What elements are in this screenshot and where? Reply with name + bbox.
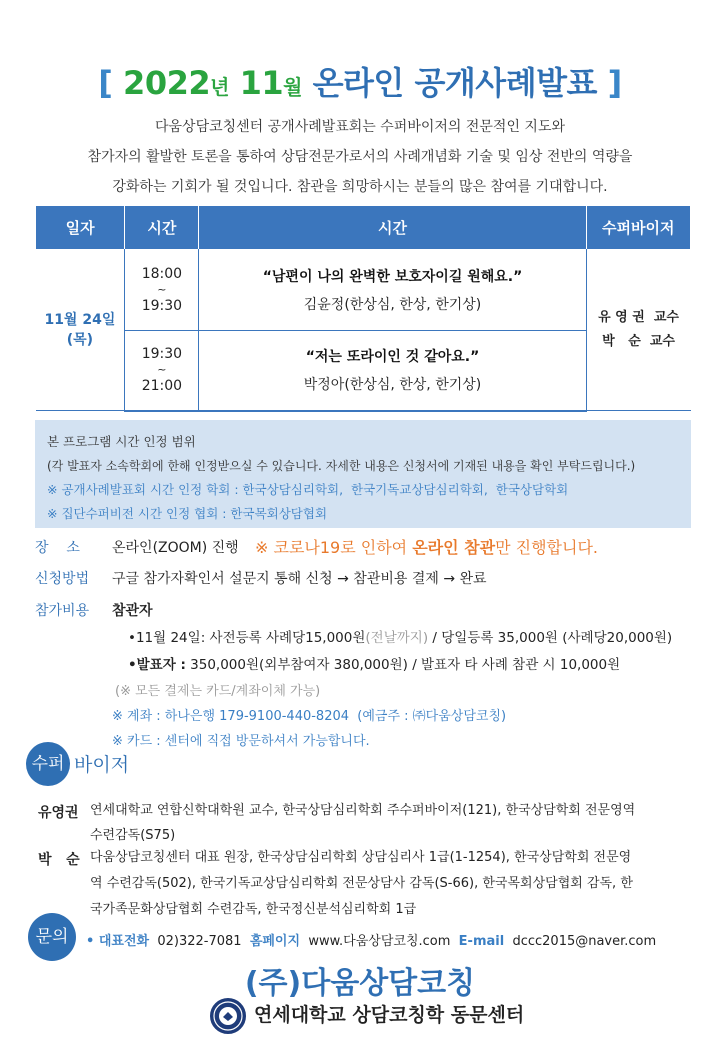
phone-label: • 대표전화 [86, 934, 150, 949]
supervisor-1: 유 영 권 교수 [598, 309, 679, 325]
title-month-unit: 월 [283, 75, 302, 99]
time-start: 18:00 [141, 265, 183, 282]
bank-account: ※ 계좌 : 하나은행 179-9100-440-8204 (예금주 : ㈜다움상담코칭) [112, 709, 507, 724]
table-row [36, 249, 691, 331]
homepage-label: 홈페이지 [249, 934, 301, 949]
intro-line-1: 다움상담코칭센터 공개사례발표회는 수퍼바이저의 전문적인 지도와 [155, 119, 565, 135]
supervisor-2-name: 박 순 [38, 852, 80, 868]
place-label: 장 소 [35, 540, 80, 556]
presenter-name: 김윤정(한상심, 한상, 한기상) [303, 296, 482, 313]
phone-number: 02)322-7081 [157, 934, 242, 949]
title-rest: 온라인 공개사례발표 [312, 64, 597, 102]
time-cell [125, 249, 199, 331]
supervisor-cell [586, 249, 690, 411]
supervisor-2: 박 순 교수 [602, 333, 675, 349]
alumni-center-name: 연세대학교 상담코칭학 동문센터 [254, 1004, 525, 1026]
time-cell [125, 331, 199, 411]
supervisor-2-bio-line-2: 역 수련감독(502), 한국기독교상담심리학회 전문상담사 감독(S-66), 한국목회상담협회 감독, 한 [90, 876, 633, 891]
apply-value: 구글 참가자확인서 설문지 통해 신청 → 참관비용 결제 → 완료 [112, 571, 487, 587]
time-end: 21:00 [141, 378, 183, 395]
supervisor-section-title: 바이저 [74, 754, 130, 776]
place-note-suffix: 만 진행합니다. [495, 538, 598, 557]
title-close-bracket: ] [607, 64, 622, 102]
homepage-link[interactable]: www.다움상담코칭.com [308, 934, 451, 949]
supervisor-section-circle: 수퍼 [26, 742, 70, 786]
presenter-name: 박정아(한상심, 한상, 한기상) [303, 377, 482, 394]
university-seal-icon [210, 998, 246, 1034]
email-label: E-mail [458, 934, 505, 949]
info-line-2: (각 발표자 소속학회에 한해 인정받으실 수 있습니다. 자세한 내용은 신청서에 기재된 내용을 확인 부탁드립니다.) [47, 459, 636, 473]
intro-text [30, 112, 690, 202]
place-note [255, 535, 598, 558]
payment-note: (※ 모든 결제는 카드/계좌이체 가능) [115, 684, 321, 699]
info-line-3: ※ 공개사례발표회 시간 인정 학회 : 한국상담심리학회, 한국기독교상담심리학회, 한국상담학회 [47, 482, 569, 497]
card-note: ※ 카드 : 센터에 직접 방문하셔서 가능합니다. [112, 734, 370, 749]
place-note-prefix: ※ 코로나19로 인하여 [255, 538, 413, 557]
date-cell [36, 249, 125, 411]
date-line-2: (목) [66, 331, 94, 348]
header-date: 일자 [36, 206, 125, 249]
topic-cell [199, 331, 586, 411]
supervisor-1-bio-line-2: 수련감독(S75) [90, 828, 176, 843]
time-start: 19:30 [141, 346, 183, 363]
fee-line-1 [128, 626, 672, 646]
supervisor-1-name: 유영권 [38, 805, 79, 821]
table-header-row [36, 206, 691, 249]
supervisor-2-bio [90, 845, 633, 923]
email-link[interactable]: dccc2015@naver.com [512, 934, 657, 949]
schedule-table [35, 206, 691, 412]
fee-line-1-a: •11월 24일: 사전등록 사례당15,000원 [128, 630, 366, 646]
supervisor-2-bio-line-3: 국가족문화상담협회 수련감독, 한국정신분석심리학회 1급 [90, 902, 417, 917]
intro-line-3: 강화하는 기회가 될 것입니다. 참관을 희망하시는 분들의 많은 참여를 기대합니다. [112, 179, 608, 195]
place-value: 온라인(ZOOM) 진행 [112, 540, 239, 556]
time-end: 19:30 [141, 297, 183, 314]
intro-line-2: 참가자의 활발한 토론을 통하여 상담전문가로서의 사례개념화 기술 및 임상 전반의 역량을 [87, 149, 633, 165]
contact-line [86, 930, 656, 949]
title-month: 11 [239, 64, 284, 102]
fee-line-1-b: / 당일등록 35,000원 (사례당20,000원) [428, 630, 673, 646]
info-line-4: ※ 집단수퍼비전 시간 인정 협회 : 한국목회상담협회 [47, 506, 328, 521]
fee-line-2 [128, 653, 620, 673]
title-year-unit: 년 [210, 75, 229, 99]
header-supervisor: 수퍼바이저 [586, 206, 690, 249]
supervisor-2-bio-line-1: 다움상담코칭센터 대표 원장, 한국상담심리학회 상담심리사 1급(1-1254), 한국상담학회 전문영 [90, 850, 632, 865]
supervisor-1-bio [90, 798, 635, 848]
fee-label: 참가비용 [35, 603, 90, 619]
date-line-1: 11월 24일 [44, 311, 116, 328]
company-name: (주)다움상담코칭 [244, 966, 476, 1001]
topic-title: “저는 또라이인 것 같아요.” [305, 349, 480, 366]
place-note-bold: 온라인 참관 [412, 538, 496, 557]
time-tilde: ~ [157, 282, 167, 296]
fee-line-2-bold: •발표자 : [128, 657, 186, 673]
time-tilde: ~ [157, 363, 167, 377]
header-topic: 시간 [199, 206, 586, 249]
fee-line-2-rest: 350,000원(외부참여자 380,000원) / 발표자 타 사례 참관 시 10,000원 [185, 657, 621, 673]
header-time: 시간 [125, 206, 199, 249]
title-open-bracket: [ [98, 64, 113, 102]
fee-line-1-gray: (전날까지) [365, 630, 429, 646]
apply-label: 신청방법 [35, 571, 90, 587]
fee-attendee-label: 참관자 [112, 603, 153, 619]
info-line-1: 본 프로그램 시간 인정 범위 [47, 434, 196, 449]
contact-circle: 문의 [28, 913, 76, 961]
page-title [0, 58, 720, 104]
supervisor-1-bio-line-1: 연세대학교 연합신학대학원 교수, 한국상담심리학회 주수퍼바이저(121), 한국상담학회 전문영역 [90, 803, 636, 818]
title-year: 2022 [123, 64, 211, 102]
topic-cell [199, 249, 586, 331]
topic-title: “남편이 나의 완벽한 보호자이길 원해요.” [262, 268, 523, 285]
credit-info-box [35, 420, 691, 528]
